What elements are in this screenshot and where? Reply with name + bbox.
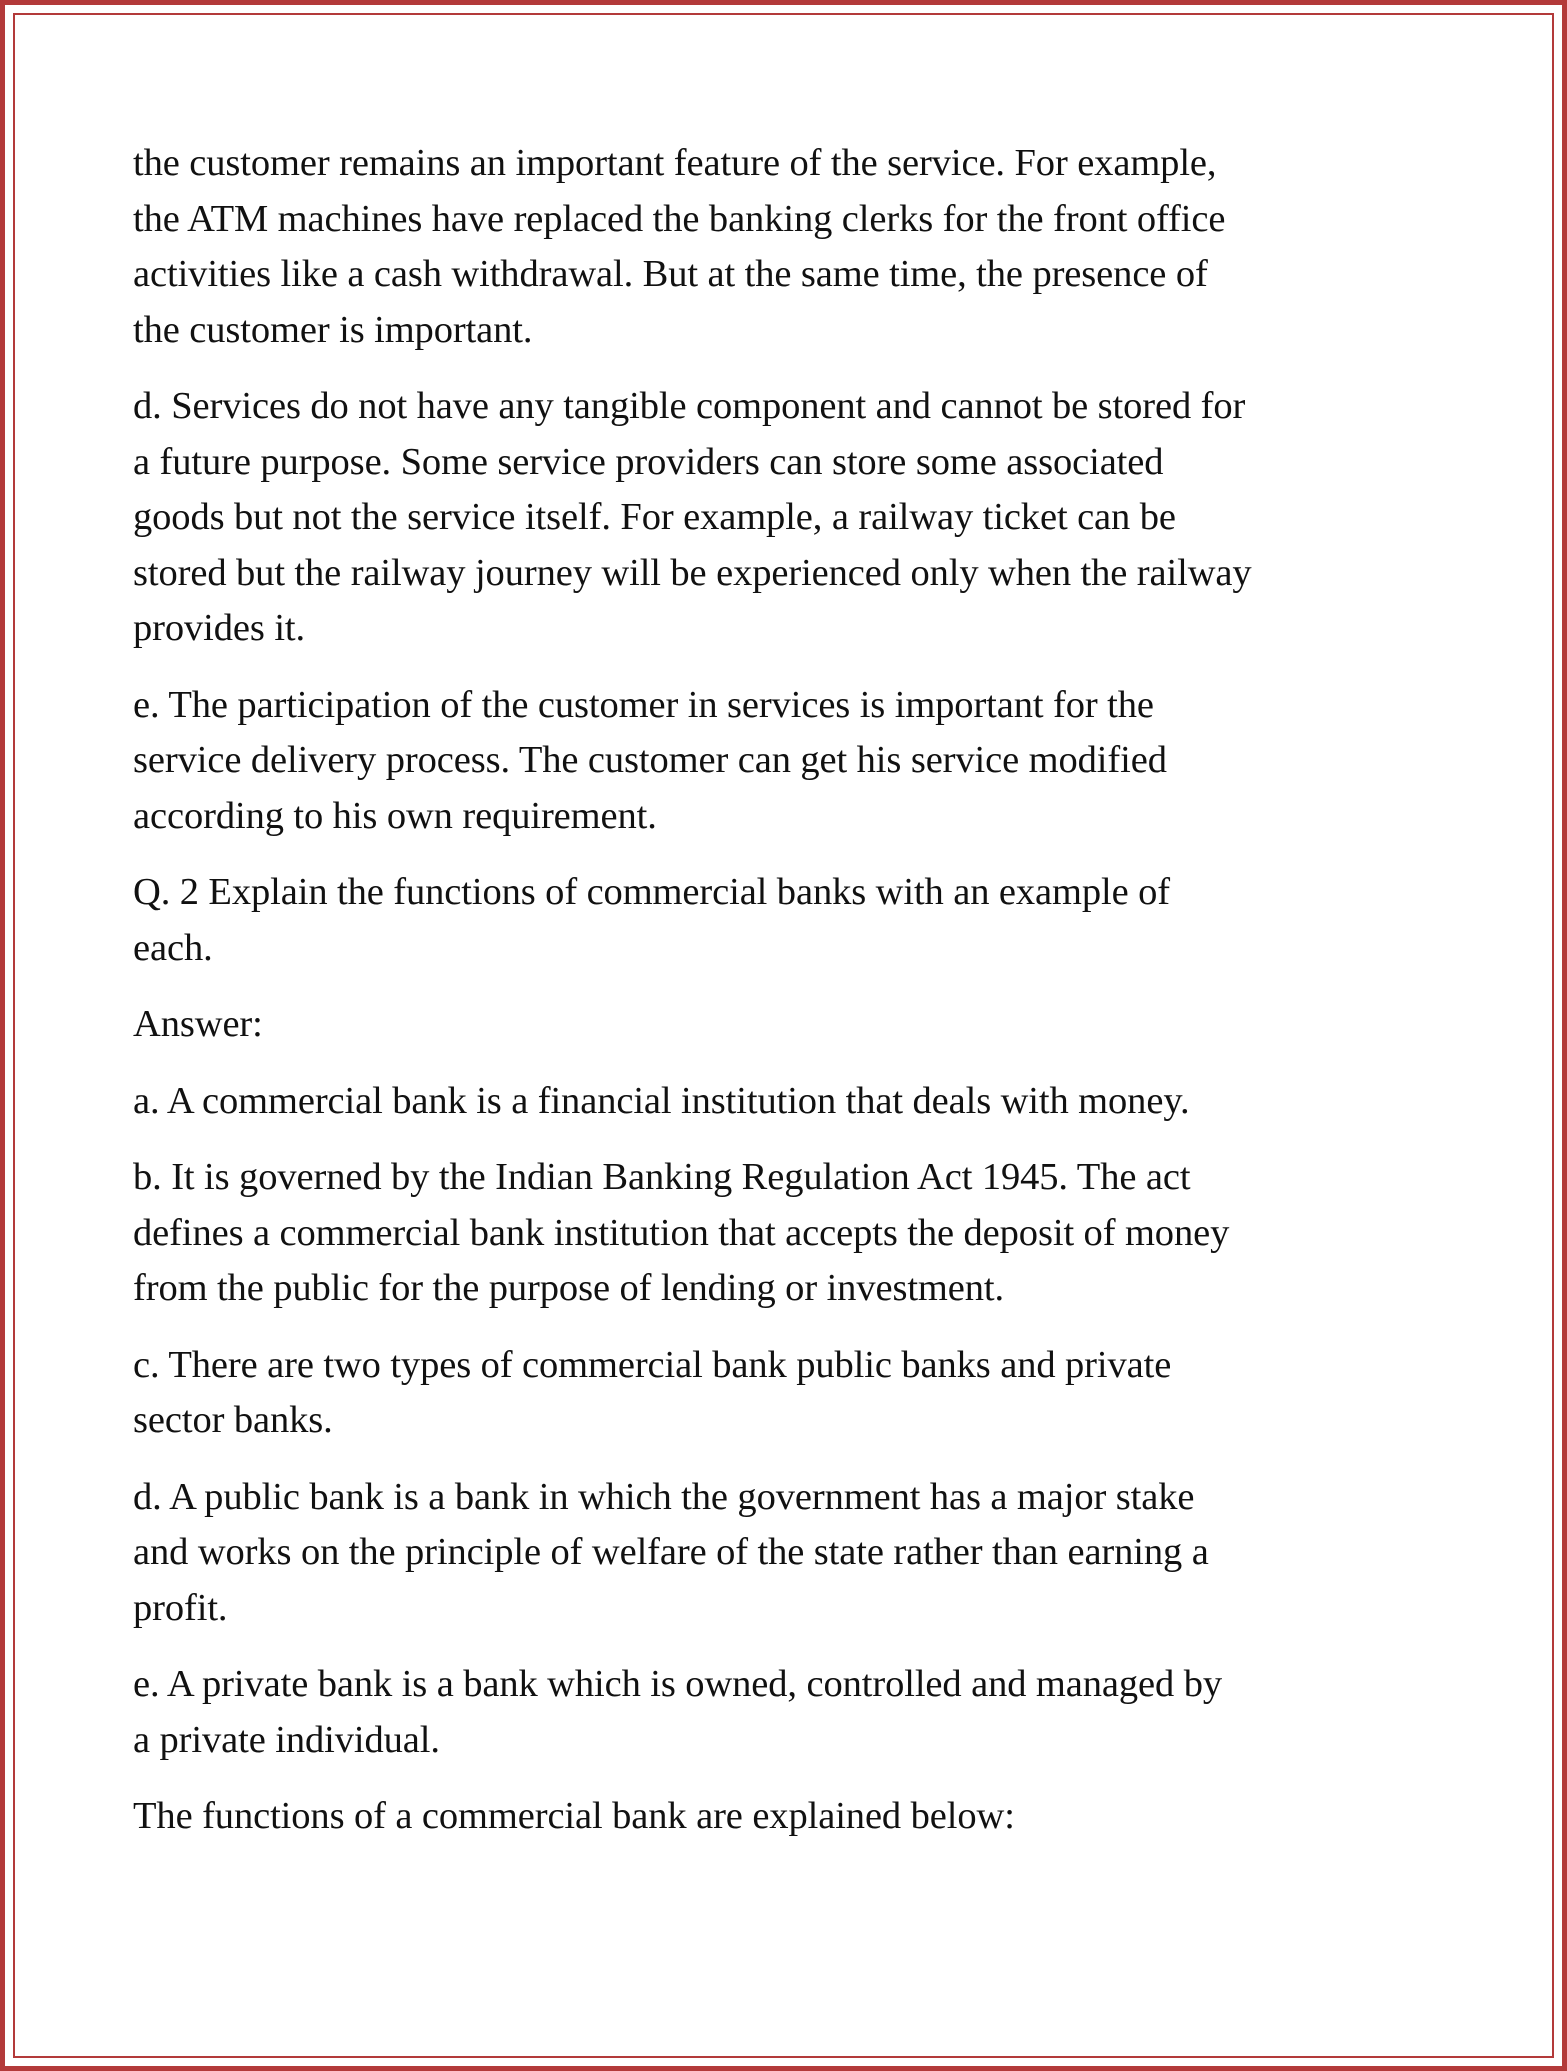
paragraph-point-e-participation: e. The participation of the customer in services is important for the service delivery process. The customer can get his service modified according to his own requirement. (133, 683, 1167, 837)
answer-label: Answer: (133, 1003, 263, 1045)
paragraph-service-customer-presence: the customer remains an important feature of the service. For example, the ATM machines have replaced the banking clerks for the front office activities like a cash withdrawal. But at the same time, the presence of the customer is important. (133, 142, 1226, 351)
document-body (133, 136, 1453, 1866)
answer-point-b: b. It is governed by the Indian Banking Regulation Act 1945. The act defines a commercial bank institution that accepts the deposit of money from the public for the purpose of lending or investment. (133, 1156, 1230, 1309)
paragraph-point-d-intangible: d. Services do not have any tangible component and cannot be stored for a future purpose. Some service providers can store some associated goods but not the service itself. For example, a railway ticket can be stored but the railway journey will be experienced only when the railway provides it. (133, 385, 1252, 649)
question-2-heading: Q. 2 Explain the functions of commercial banks with an example of each. (133, 871, 1170, 969)
answer-point-d: d. A public bank is a bank in which the government has a major stake and works on the principle of welfare of the state rather than earning a profit. (133, 1475, 1209, 1629)
answer-point-e: e. A private bank is a bank which is owned, controlled and managed by a private individual. (133, 1663, 1222, 1761)
answer-point-a: a. A commercial bank is a financial institution that deals with money. (133, 1079, 1190, 1122)
functions-intro: The functions of a commercial bank are explained below: (133, 1795, 1015, 1837)
answer-point-c: c. There are two types of commercial bank public banks and private sector banks. (133, 1343, 1172, 1441)
